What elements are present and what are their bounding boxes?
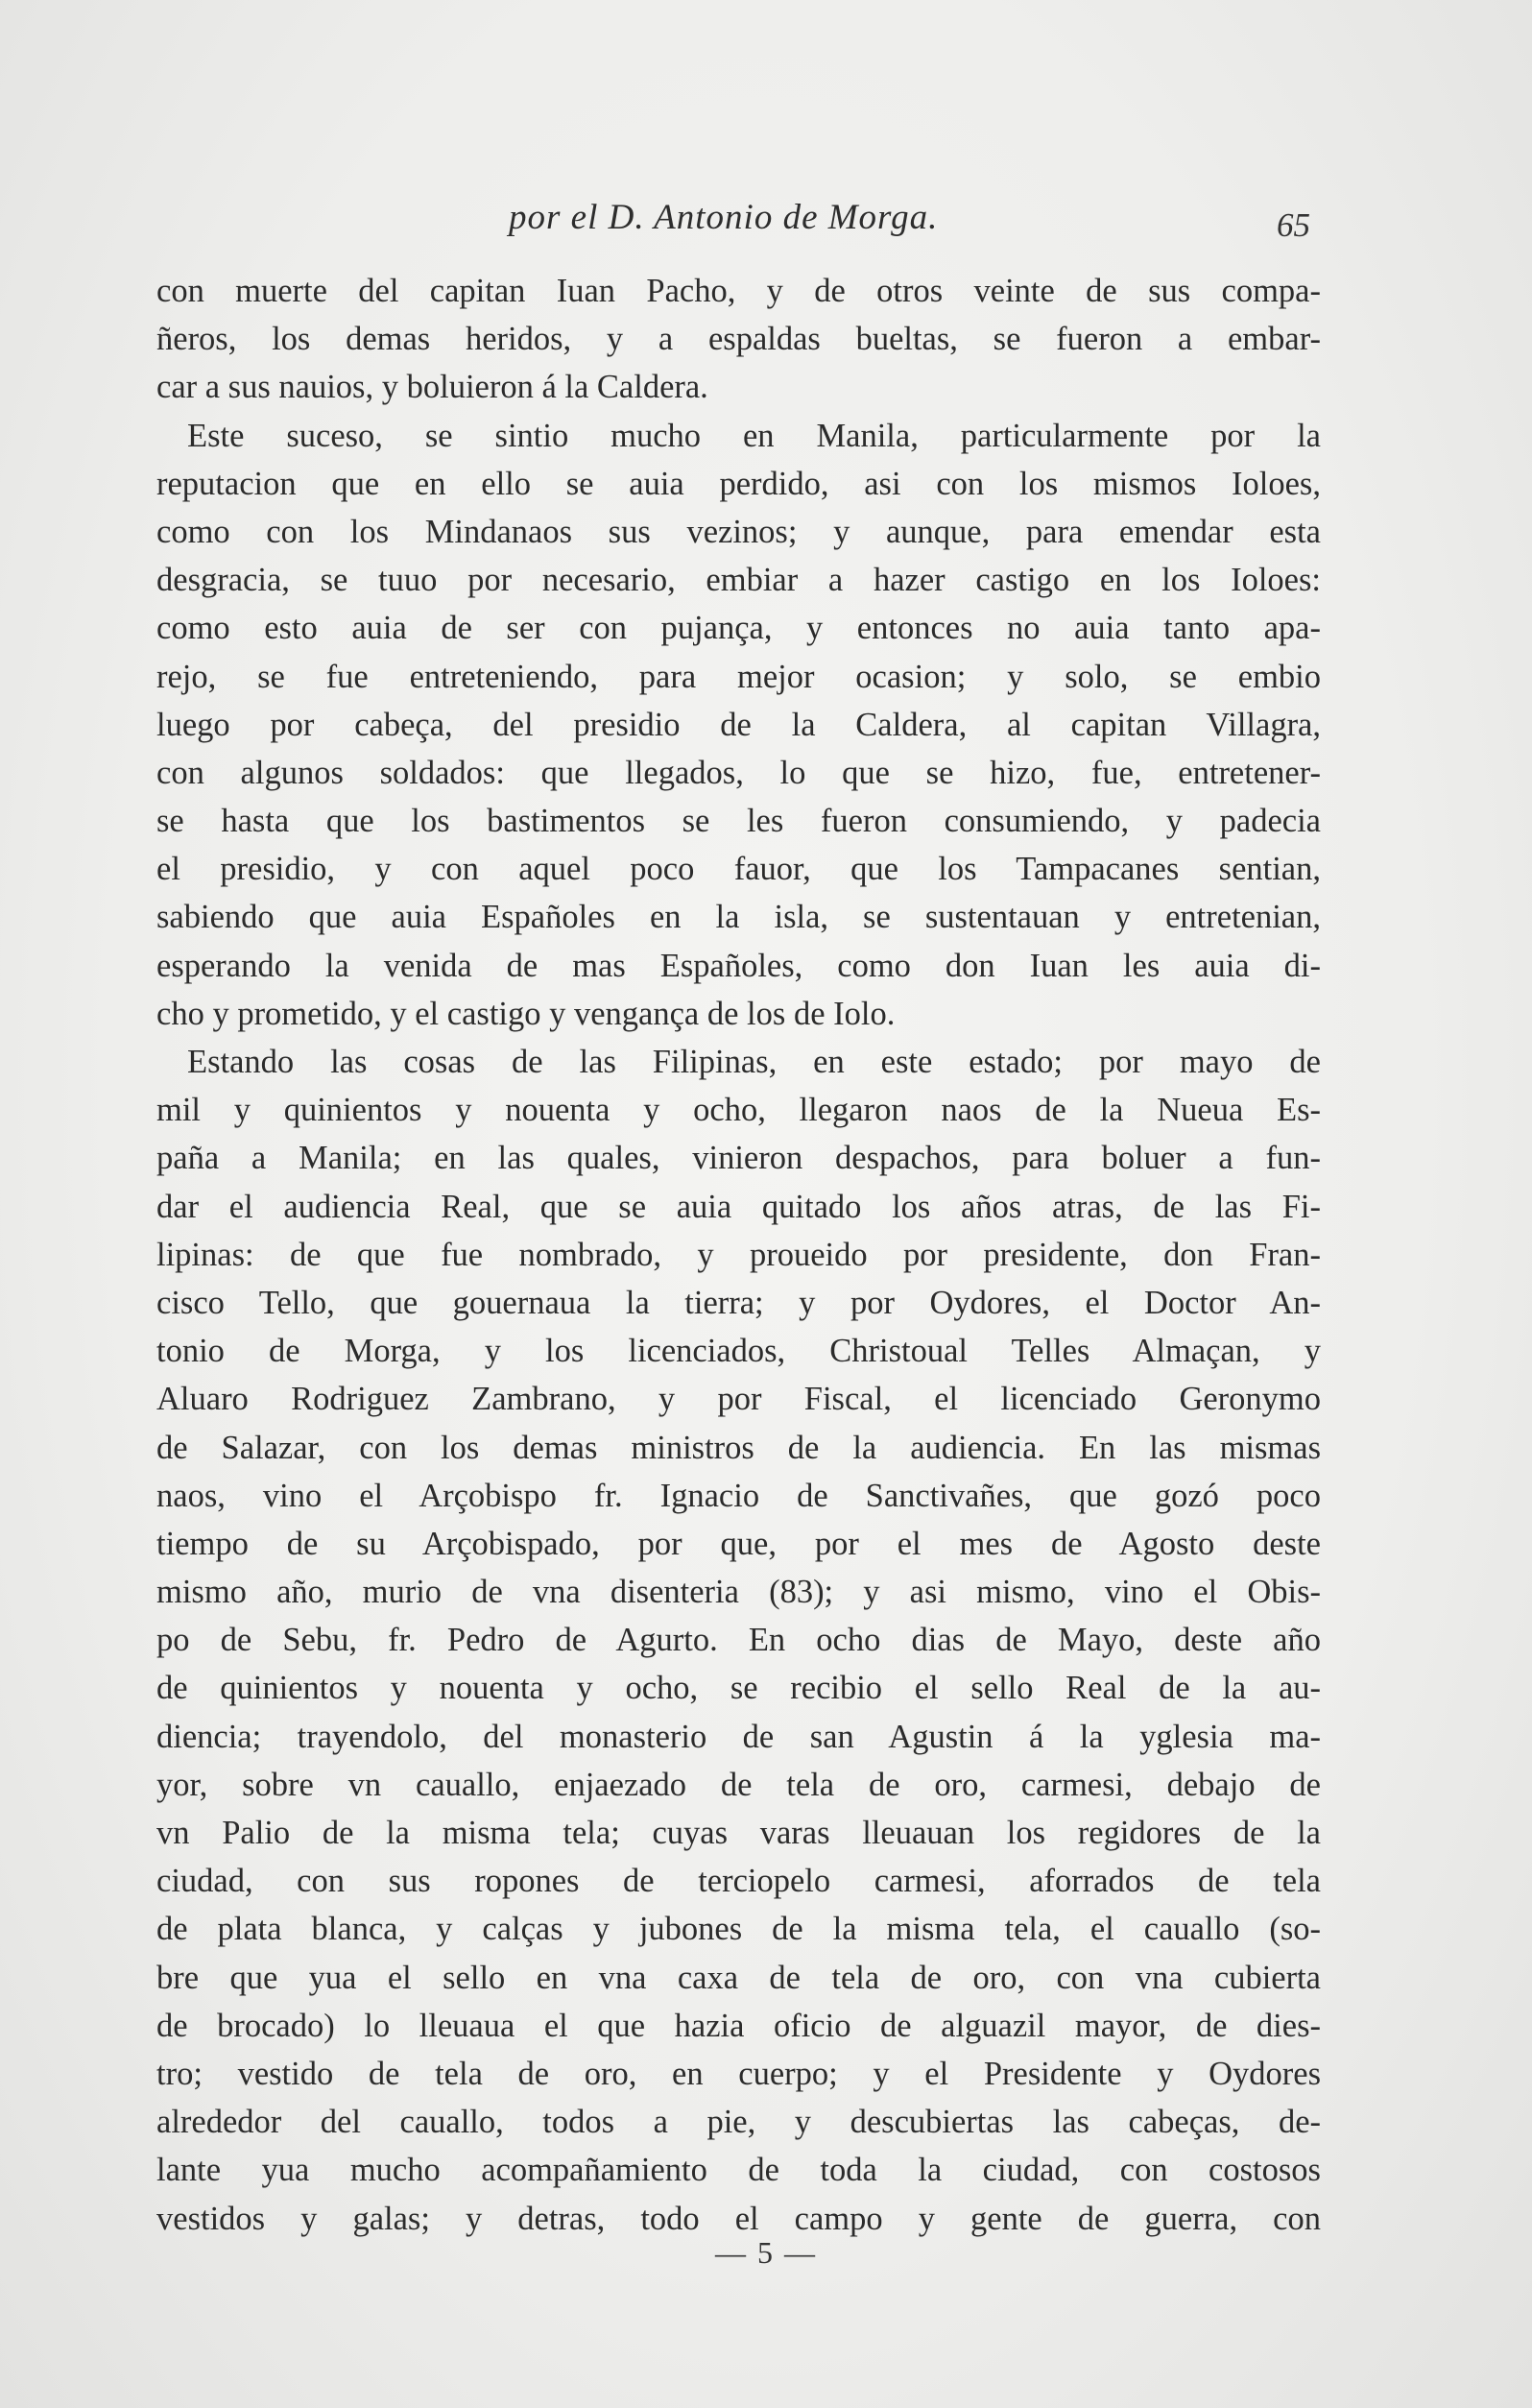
text-line: de quinientos y nouenta y ocho, se recibio el sello Real de la au-: [156, 1670, 1321, 1707]
running-title: por el D. Antonio de Morga.: [509, 198, 939, 237]
text-line: esperando la venida de mas Españoles, como don Iuan les auia di-: [156, 947, 1321, 984]
text-line: tiempo de su Arçobispado, por que, por el mes de Agosto deste: [156, 1525, 1321, 1562]
text-line: lante yua mucho acompañamiento de toda la ciudad, con costosos: [156, 2152, 1321, 2189]
text-line: tonio de Morga, y los licenciados, Christoual Telles Almaçan, y: [156, 1333, 1321, 1370]
text-line: vn Palio de la misma tela; cuyas varas lleuauan los regidores de la: [156, 1815, 1321, 1851]
paragraph-start-line: Este suceso, se sintio mucho en Manila, particularmente por la: [187, 417, 1321, 454]
text-line: ñeros, los demas heridos, y a espaldas bueltas, se fueron a embar-: [156, 321, 1321, 358]
text-line: con algunos soldados: que llegados, lo que se hizo, fue, entretener-: [156, 754, 1321, 791]
text-line: como con los Mindanaos sus vezinos; y aunque, para emendar esta: [156, 513, 1321, 550]
text-line: mismo año, murio de vna disenteria (83); y asi mismo, vino el Obis-: [156, 1574, 1321, 1611]
text-line: sabiendo que auia Españoles en la isla, se sustentauan y entretenian,: [156, 899, 1321, 936]
text-line: tro; vestido de tela de oro, en cuerpo; y el Presidente y Oydores: [156, 2055, 1321, 2092]
text-line: naos, vino el Arçobispo fr. Ignacio de Sanctivañes, que gozó poco: [156, 1477, 1321, 1514]
text-line: luego por cabeça, del presidio de la Caldera, al capitan Villagra,: [156, 706, 1321, 743]
text-line: de Salazar, con los demas ministros de la audiencia. En las mismas: [156, 1429, 1321, 1466]
text-line: mil y quinientos y nouenta y ocho, llegaron naos de la Nueua Es-: [156, 1092, 1321, 1129]
text-line: rejo, se fue entreteniendo, para mejor ocasion; y solo, se embio: [156, 658, 1321, 695]
page-header: [0, 197, 1532, 254]
text-line: bre que yua el sello en vna caxa de tela de oro, con vna cubierta: [156, 1959, 1321, 1996]
signature-mark: — 5 —: [715, 2235, 817, 2270]
text-line: con muerte del capitan Iuan Pacho, y de otros veinte de sus compa-: [156, 273, 1321, 309]
text-line: se hasta que los bastimentos se les fueron consumiendo, y padecia: [156, 803, 1321, 840]
text-line: cho y prometido, y el castigo y vengança de los de Iolo.: [156, 995, 896, 1032]
text-line: vestidos y galas; y detras, todo el campo y gente de guerra, con: [156, 2200, 1321, 2237]
text-line: car a sus nauios, y boluieron á la Caldera.: [156, 369, 708, 406]
text-line: yor, sobre vn cauallo, enjaezado de tela de oro, carmesi, debajo de: [156, 1766, 1321, 1803]
body-text: [156, 267, 1321, 2243]
text-line: de brocado) lo lleuaua el que hazia oficio de alguazil mayor, de dies-: [156, 2007, 1321, 2044]
text-line: desgracia, se tuuo por necesario, embiar a hazer castigo en los Ioloes:: [156, 562, 1321, 599]
text-line: alrededor del cauallo, todos a pie, y descubiertas las cabeças, de-: [156, 2104, 1321, 2141]
text-line: dar el audiencia Real, que se auia quitado los años atras, de las Fi-: [156, 1188, 1321, 1225]
paragraph-start-line: Estando las cosas de las Filipinas, en este estado; por mayo de: [187, 1044, 1321, 1080]
text-line: cisco Tello, que gouernaua la tierra; y por Oydores, el Doctor An-: [156, 1284, 1321, 1321]
text-line: como esto auia de ser con pujança, y entonces no auia tanto apa-: [156, 610, 1321, 647]
page-number: 65: [1277, 206, 1310, 244]
text-line: lipinas: de que fue nombrado, y proueido por presidente, don Fran-: [156, 1236, 1321, 1273]
text-line: ciudad, con sus ropones de terciopelo carmesi, aforrados de tela: [156, 1863, 1321, 1900]
text-line: po de Sebu, fr. Pedro de Agurto. En ocho dias de Mayo, deste año: [156, 1622, 1321, 1659]
text-line: reputacion que en ello se auia perdido, asi con los mismos Ioloes,: [156, 465, 1321, 502]
text-line: el presidio, y con aquel poco fauor, que los Tampacanes sentian,: [156, 851, 1321, 888]
text-line: Aluaro Rodriguez Zambrano, y por Fiscal, el licenciado Geronymo: [156, 1381, 1321, 1418]
text-line: paña a Manila; en las quales, vinieron despachos, para boluer a fun-: [156, 1140, 1321, 1177]
text-line: de plata blanca, y calças y jubones de la misma tela, el cauallo (so-: [156, 1911, 1321, 1948]
text-line: diencia; trayendolo, del monasterio de san Agustin á la yglesia ma-: [156, 1718, 1321, 1755]
